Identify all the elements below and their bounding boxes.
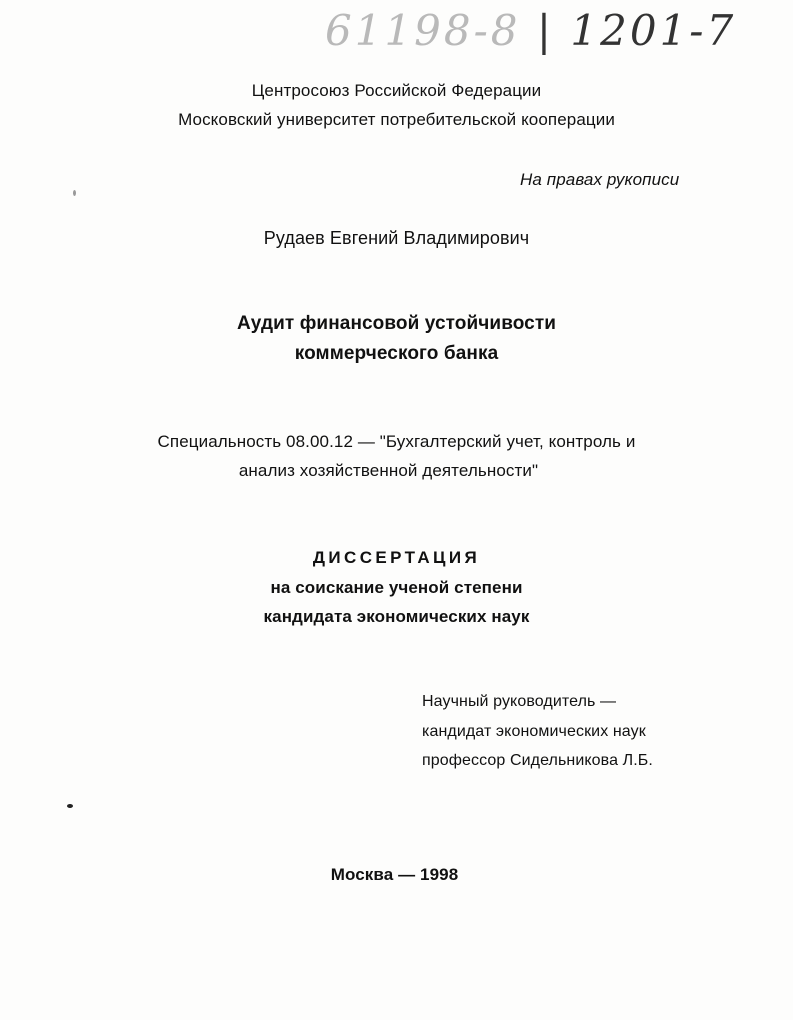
supervisor-line-1: Научный руководитель —: [422, 693, 617, 710]
author-name: Рудаев Евгений Владимирович: [263, 228, 530, 248]
handwritten-archive-code: [325, 6, 737, 80]
handwritten-code-right: 1201-7: [570, 6, 737, 55]
degree-line-1: на соискание ученой степени: [270, 578, 523, 597]
scan-speck: [67, 804, 73, 808]
specialty-line-2: анализ хозяйственной деятельности": [238, 461, 539, 480]
rights-note: На правах рукописи: [520, 170, 680, 189]
specialty-line-1: Специальность 08.00.12 — "Бухгалтерский учет, контроль и: [157, 432, 636, 451]
handwritten-code-left: 61198-8: [325, 6, 521, 55]
university-line: Московский университет потребительской кооперации: [178, 110, 615, 129]
scan-speck: [73, 190, 76, 196]
title-line-2: коммерческого банка: [294, 343, 499, 364]
handwritten-separator: |: [536, 6, 571, 55]
supervisor-line-3: профессор Сидельникова Л.Б.: [422, 752, 653, 769]
dissertation-heading: ДИССЕРТАЦИЯ: [312, 548, 481, 567]
degree-line-2: кандидата экономических наук: [263, 607, 530, 626]
city-year: Москва — 1998: [330, 865, 459, 884]
organization-line: Центросоюз Российской Федерации: [251, 81, 542, 100]
supervisor-line-2: кандидат экономических наук: [422, 723, 646, 740]
title-line-1: Аудит финансовой устойчивости: [236, 313, 557, 334]
